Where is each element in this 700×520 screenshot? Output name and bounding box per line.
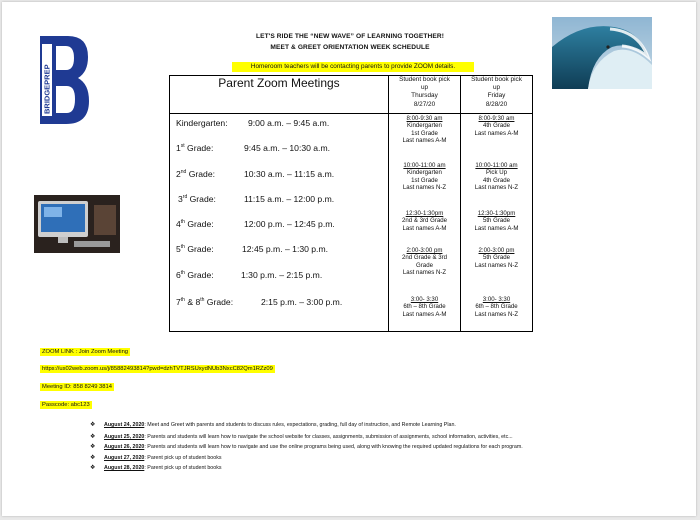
grade-row-5: 5th Grade: 12:45 p.m. – 1:30 p.m. — [176, 244, 328, 254]
grade-row-1: 1st Grade: 9:45 a.m. – 10:30 a.m. — [176, 143, 330, 153]
thursday-slot: 2:00-3:00 pm 2nd Grade & 3rd Grade Last names N-Z — [401, 247, 448, 277]
thursday-slot: 12:30-1:30pm 2nd & 3rd Grade Last names A-M — [401, 210, 448, 232]
bullet-icon: ❖ — [90, 444, 96, 450]
heading-line-1: LET'S RIDE THE “NEW WAVE” OF LEARNING TOGETHER! — [255, 33, 445, 40]
computer-image — [34, 195, 120, 253]
notice-highlight: Homeroom teachers will be contacting parents to provide ZOOM details. — [232, 62, 474, 72]
friday-slot: 2:00-3:00 pm 5th Grade Last names N-Z — [474, 247, 519, 269]
bullet-icon: ❖ — [90, 455, 96, 461]
grade-row-kindergarten: Kindergarten: 9:00 a.m. – 9:45 a.m. — [176, 118, 330, 128]
bullet-icon: ❖ — [90, 434, 96, 440]
bridgeprep-logo — [38, 34, 90, 126]
grade-times-cell — [170, 114, 389, 332]
grade-row-2: 2nd Grade: 10:30 a.m. – 11:15 a.m. — [176, 169, 335, 179]
table-title: Parent Zoom Meetings — [170, 76, 389, 114]
bullet-icon: ❖ — [90, 422, 96, 428]
schedule-table — [169, 75, 533, 332]
zoom-meeting-id: Meeting ID: 858 8249 3814 — [42, 384, 112, 390]
thursday-slot: 3:00- 3:30 6th – 8th Grade Last names A-M — [402, 296, 447, 318]
schedule-bullet: ❖ August 28, 2020: Parent pick up of student books — [90, 465, 222, 471]
logo-text: BRIDGEPREP — [42, 64, 52, 114]
thursday-header: Student book pick up Thursday 8/27/20 — [389, 76, 461, 114]
heading-line-2: MEET & GREET ORIENTATION WEEK SCHEDULE — [270, 44, 430, 51]
friday-slot: 8:00-9:30 am 4th Grade Last names A-M — [474, 115, 519, 137]
thursday-slot: 8:00-9:30 am Kindergarten 1st Grade Last names A-M — [402, 115, 447, 145]
grade-row-4: 4th Grade: 12:00 p.m. – 12:45 p.m. — [176, 219, 335, 229]
friday-slot: 12:30-1:30pm 5th Grade Last names A-M — [474, 210, 519, 232]
thursday-slot: 10:00-11:00 am Kindergarten 1st Grade Last names N-Z — [402, 162, 447, 192]
schedule-bullet: ❖ August 24, 2020: Meet and Greet with parents and students to discuss rules, expectations, grading, full day of instruction, and Remote Learning Plan. — [90, 422, 456, 428]
friday-slot: 3:00- 3:30 6th – 8th Grade Last names N-Z — [474, 296, 519, 318]
friday-slot: 10:00-11:00 am Pick Up 4th Grade Last names N-Z — [474, 162, 519, 192]
grade-row-7-8: 7th & 8th Grade: 2:15 p.m. – 3:00 p.m. — [176, 297, 343, 307]
friday-header: Student book pick up Friday 8/28/20 — [461, 76, 533, 114]
grade-row-6: 6th Grade: 1:30 p.m. – 2:15 p.m. — [176, 270, 323, 280]
schedule-bullet: ❖ August 25, 2020: Parents and students will learn how to navigate the school website for classes, assignments, submission of assignments, school information, activities, etc... — [90, 434, 513, 440]
surfing-wave-image — [552, 17, 652, 89]
zoom-url-link[interactable]: https://us02web.zoom.us/j/85882493814?pwd=dzhTVTJRSUxydNUb3NxcC82Qm1RZz09 — [42, 366, 273, 372]
schedule-bullet: ❖ August 27, 2020: Parent pick up of student books — [90, 455, 222, 461]
schedule-bullet: ❖ August 26, 2020: Parents and students will learn how to navigate and use the online programs being used, along with knowing the required updated regulations for each program. — [90, 444, 523, 450]
zoom-passcode: Passcode: abc123 — [42, 402, 90, 408]
bullet-icon: ❖ — [90, 465, 96, 471]
grade-row-3: 3rd Grade: 11:15 a.m. – 12:00 p.m. — [178, 194, 335, 204]
thursday-slots — [389, 114, 461, 332]
zoom-link-label[interactable]: ZOOM LINK : Join Zoom Meeting — [42, 349, 129, 355]
friday-slots — [461, 114, 533, 332]
